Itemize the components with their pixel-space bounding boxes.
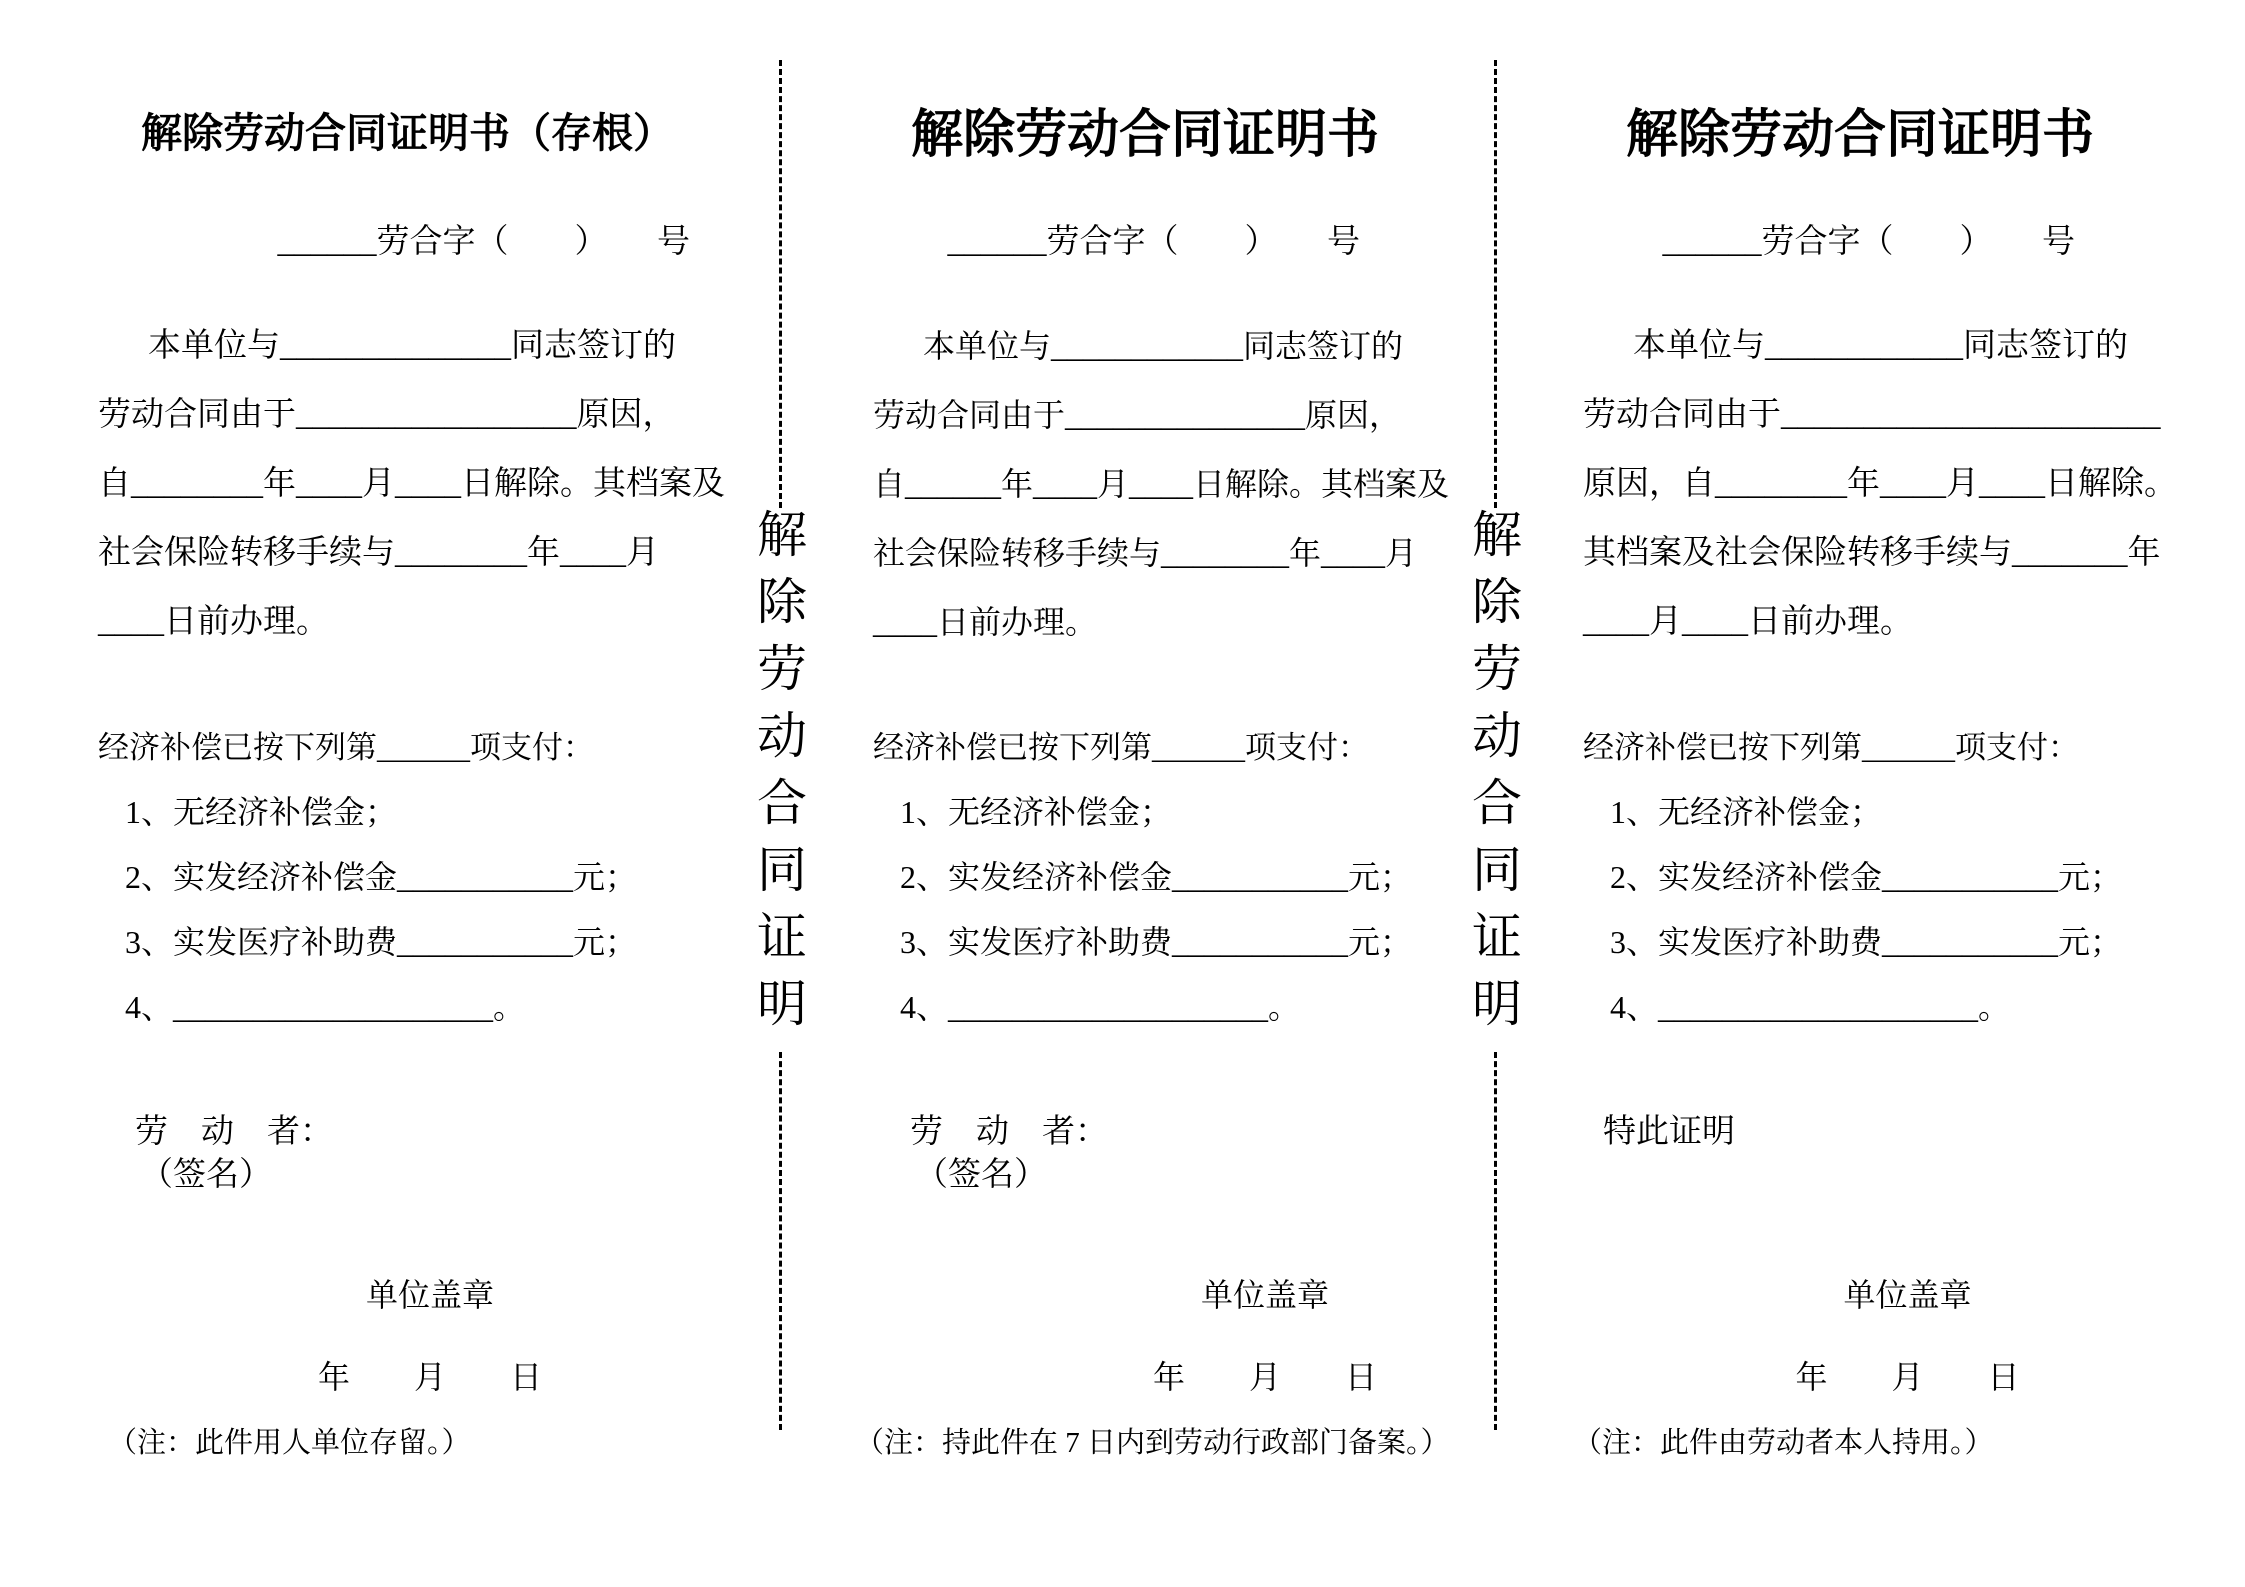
signature-hint-label: （签名） — [915, 1157, 1047, 1193]
body-line: 原因，自________年____月____日解除。 — [1583, 466, 2177, 502]
compensation-item-list — [1610, 780, 2122, 1040]
compensation-item: 1、无经济补偿金； — [900, 794, 1173, 830]
body-line: 自________年____月____日解除。其档案及 — [98, 466, 725, 502]
compensation-item: 3、实发医疗补助费___________元； — [1610, 924, 2123, 960]
compensation-item: 3、实发医疗补助费___________元； — [900, 924, 1413, 960]
body-paragraph — [98, 312, 735, 657]
compensation-item: 4、____________________。 — [125, 989, 526, 1025]
body-line: 劳动合同由于_______________原因， — [873, 397, 1402, 433]
body-paragraph — [1583, 312, 2177, 657]
compensation-item: 4、____________________。 — [1610, 989, 2011, 1025]
compensation-item: 3、实发医疗补助费___________元； — [125, 924, 638, 960]
compensation-item: 2、实发经济补偿金___________元； — [1610, 859, 2123, 895]
body-line: 社会保险转移手续与________年____月 — [873, 535, 1418, 571]
compensation-intro: 经济补偿已按下列第______项支付： — [98, 730, 594, 765]
compensation-item: 2、实发经济补偿金___________元； — [900, 859, 1413, 895]
footnote: （注：持此件在 7 日内到劳动行政部门备案。） — [855, 1427, 1450, 1459]
serial-number-line: ______劳合字（ ） 号 — [277, 224, 690, 260]
body-line: 本单位与______________同志签订的 — [148, 328, 676, 364]
compensation-item: 2、实发经济补偿金___________元； — [125, 859, 638, 895]
tear-line-dashed-top — [1494, 60, 1497, 508]
body-line: 自______年____月____日解除。其档案及 — [873, 466, 1450, 502]
footnote: （注：此件由劳动者本人持用。） — [1573, 1427, 1994, 1459]
page-title: 解除劳动合同证明书（存根） — [141, 110, 674, 156]
body-line: ____日前办理。 — [873, 604, 1098, 640]
footnote: （注：此件用人单位存留。） — [108, 1427, 471, 1459]
worker-signature-label: 劳 动 者： — [910, 1114, 1108, 1150]
worker-signature-label: 劳 动 者： — [135, 1114, 333, 1150]
serial-number-line: ______劳合字（ ） 号 — [1662, 224, 2075, 260]
body-line: ____月____日前办理。 — [1583, 604, 1913, 640]
panel-stub-copy — [80, 0, 735, 1587]
date-line: 年 月 日 — [317, 1359, 542, 1395]
compensation-item: 4、____________________。 — [900, 989, 1301, 1025]
compensation-item: 1、无经济补偿金； — [125, 794, 398, 830]
body-line: 劳动合同由于_______________________ — [1583, 397, 2161, 433]
panel-worker-copy — [1565, 0, 2177, 1587]
compensation-intro: 经济补偿已按下列第______项支付： — [1583, 730, 2079, 765]
compensation-item-list — [125, 780, 637, 1040]
date-line: 年 月 日 — [1152, 1359, 1377, 1395]
separator-vertical-title: 解除劳动合同证明 — [1465, 508, 1521, 1044]
certify-statement: 特此证明 — [1603, 1114, 1735, 1150]
compensation-item: 1、无经济补偿金； — [1610, 794, 1883, 830]
body-line: 社会保险转移手续与________年____月 — [98, 535, 659, 571]
body-line: ____日前办理。 — [98, 604, 329, 640]
separator-vertical-title: 解除劳动合同证明 — [750, 508, 806, 1044]
body-line: 本单位与____________同志签订的 — [1633, 328, 2128, 364]
unit-seal-label: 单位盖章 — [1843, 1277, 1972, 1313]
tear-line-dashed-top — [779, 60, 782, 508]
page-title: 解除劳动合同证明书 — [1625, 107, 2094, 164]
compensation-intro: 经济补偿已按下列第______项支付： — [873, 730, 1369, 765]
signature-hint-label: （签名） — [140, 1157, 272, 1193]
serial-number-line: ______劳合字（ ） 号 — [947, 224, 1360, 260]
compensation-item-list — [900, 780, 1412, 1040]
panel-filing-copy — [855, 0, 1450, 1587]
body-line: 其档案及社会保险转移手续与_______年 — [1583, 535, 2161, 571]
body-line: 劳动合同由于_________________原因， — [98, 397, 676, 433]
tear-line-dashed-bottom — [779, 1052, 782, 1430]
page-title: 解除劳动合同证明书 — [910, 107, 1379, 164]
tear-line-dashed-bottom — [1494, 1052, 1497, 1430]
body-line: 本单位与____________同志签订的 — [923, 328, 1404, 364]
unit-seal-label: 单位盖章 — [1200, 1277, 1329, 1313]
unit-seal-label: 单位盖章 — [365, 1277, 494, 1313]
date-line: 年 月 日 — [1795, 1359, 2020, 1395]
body-paragraph — [873, 312, 1450, 657]
